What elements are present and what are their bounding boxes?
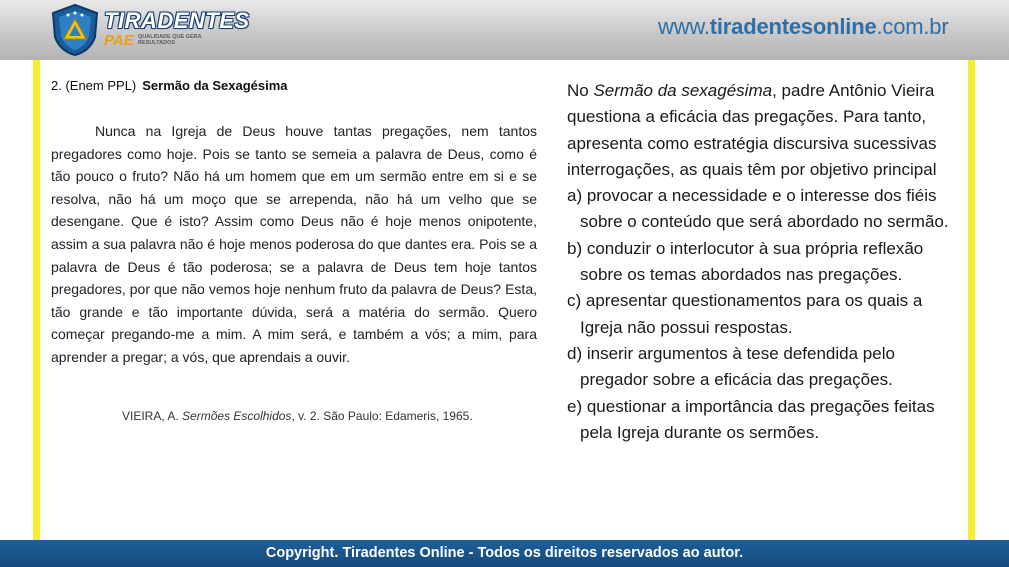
citation-author: VIEIRA, A.: [122, 409, 179, 423]
right-accent-bar: [968, 60, 975, 540]
site-url-suffix: .com.br: [876, 14, 949, 39]
brand-block: [104, 8, 250, 52]
site-url-prefix: www.: [658, 14, 710, 39]
answer-block: [567, 78, 967, 446]
citation-details: , v. 2. São Paulo: Edameris, 1965.: [291, 409, 473, 423]
shield-logo-icon: [50, 3, 100, 57]
question-heading: [51, 78, 288, 93]
citation-work: Sermões Escolhidos: [182, 409, 292, 423]
option-d[interactable]: d) inserir argumentos à tese defendida pelo pregador sobre a eficácia das pregações.: [567, 343, 895, 390]
site-url-brand: tiradentesonline: [709, 14, 877, 39]
question-title: Sermão da Sexagésima: [142, 78, 288, 93]
site-url[interactable]: [658, 14, 948, 40]
footer-bar: [0, 540, 1009, 567]
stem-italic: Sermão da sexagésima: [593, 81, 773, 100]
stem-part-2: , padre Antônio Vieira questiona a eficácia das pregações. Para tanto, apresenta como estratégia discursiva sucessivas interrogações, as quais têm por objetivo principal: [567, 81, 937, 179]
question-stem: [567, 78, 967, 183]
brand-tagline: QUALIDADE QUE GERA RESULTADOS: [138, 34, 202, 46]
header-banner: [0, 0, 1009, 60]
option-b[interactable]: b) conduzir o interlocutor à sua própria reflexão sobre os temas abordados nas pregações.: [567, 238, 924, 285]
citation: [122, 409, 473, 423]
brand-name: TIRADENTES: [104, 8, 250, 33]
option-a[interactable]: a) provocar a necessidade e o interesse dos fiéis sobre o conteúdo que será abordado no sermão.: [567, 186, 949, 232]
copyright-text: Copyright. Tiradentes Online - Todos os direitos reservados ao autor.: [265, 545, 744, 561]
option-e[interactable]: e) questionar a importância das pregações feitas pela Igreja durante os sermões.: [567, 396, 935, 442]
left-accent-bar: [33, 60, 40, 540]
stem-part-1: No: [567, 81, 594, 100]
brand-sub: PAE: [104, 32, 134, 49]
sermon-passage: Nunca na Igreja de Deus houve tantas pregações, nem tantos pregadores como hoje. Pois se tanto se semeia a palavra de Deus, como é tão pouco o fruto? Não há um homem que em um sermão entre em si e se resolva, não há um moço que se arrependa, não há um velho que se desengane. Que é isto? Assim como Deus não é hoje menos onipotente, assim a sua palavra não é hoje menos poderosa do que dantes era. Pois se a palavra de Deus é tão poderosa; se a palavra de Deus tem hoje tantos pregadores, por que não vemos hoje nenhum fruto da palavra de Deus? Esta, tão grande e tão importante dúvida, será a matéria do sermão. Quero começar pregando-me a mim. A mim será, e também a vós; a mim, para aprender a pregar; a vós, que aprendais a ouvir.: [51, 123, 537, 365]
question-number: 2. (Enem PPL): [51, 78, 137, 93]
option-c[interactable]: c) apresentar questionamentos para os quais a Igreja não possui respostas.: [567, 291, 923, 337]
